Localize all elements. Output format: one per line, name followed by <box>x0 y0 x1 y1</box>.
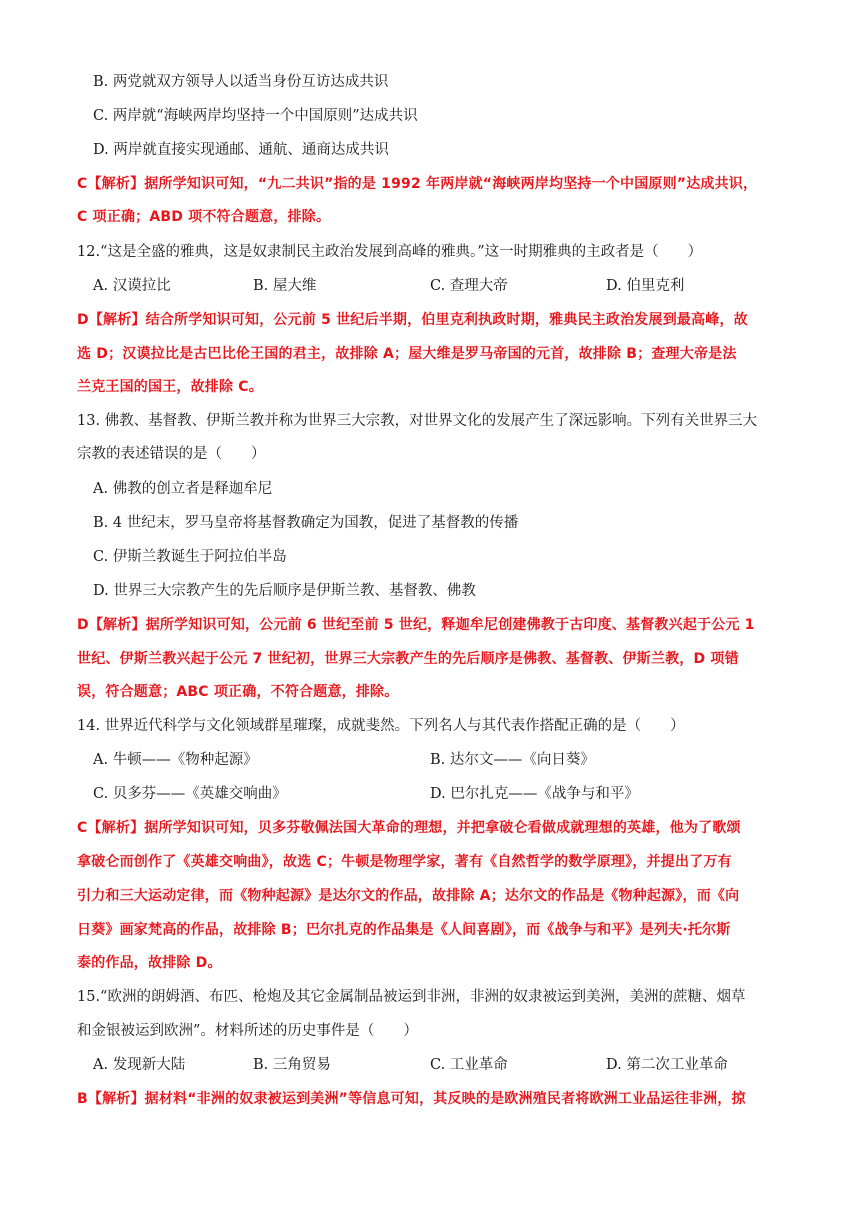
q13-option-b: B. 4 世纪末，罗马皇帝将基督教确定为国教，促进了基督教的传播 <box>93 515 519 531</box>
q15-option-d: D. 第二次工业革命 <box>606 1057 728 1073</box>
q13-answer-line-1: D【解析】据所学知识可知，公元前 6 世纪至前 5 世纪，释迦牟尼创建佛教于古印度、基督教兴起于公元 1 <box>77 617 755 633</box>
q15-stem-line-2: 和金银被运到欧洲”。材料所述的历史事件是（ ） <box>77 1023 418 1039</box>
q14-option-a: A. 牛顿——《物种起源》 <box>93 752 258 768</box>
q14-option-c: C. 贝多芬——《英雄交响曲》 <box>93 786 287 802</box>
q14-answer-line-5: 泰的作品，故排除 D。 <box>77 955 222 971</box>
q13-stem-line-1: 13. 佛教、基督教、伊斯兰教并称为世界三大宗教，对世界文化的发展产生了深远影响。下列有关世界三大 <box>77 413 758 429</box>
q12-option-a: A. 汉谟拉比 <box>93 278 171 294</box>
q13-answer-line-2: 世纪、伊斯兰教兴起于公元 7 世纪初，世界三大宗教产生的先后顺序是佛教、基督教、伊斯兰教，D 项错 <box>77 651 739 667</box>
q15-option-c: C. 工业革命 <box>430 1057 508 1073</box>
q12-answer-line-2: 选 D；汉谟拉比是古巴比伦王国的君主，故排除 A；屋大维是罗马帝国的元首，故排除 B；查理大帝是法 <box>77 346 737 362</box>
q11-option-c: C. 两岸就“海峡两岸均坚持一个中国原则”达成共识 <box>93 108 418 124</box>
q14-stem: 14. 世界近代科学与文化领域群星璀璨，成就斐然。下列名人与其代表作搭配正确的是（ ） <box>77 718 685 734</box>
q13-answer-line-3: 误，符合题意；ABC 项正确，不符合题意，排除。 <box>77 684 399 700</box>
q14-answer-line-3: 引力和三大运动定律，而《物种起源》是达尔文的作品，故排除 A；达尔文的作品是《物种起源》，而《向 <box>77 888 740 904</box>
q14-options-row-2 <box>0 784 860 804</box>
q11-option-b: B. 两党就双方领导人以适当身份互访达成共识 <box>93 74 389 90</box>
q12-answer-line-1: D【解析】结合所学知识可知，公元前 5 世纪后半期，伯里克利执政时期，雅典民主政治发展到最高峰，故 <box>77 312 748 328</box>
q14-option-b: B. 达尔文——《向日葵》 <box>430 752 595 768</box>
q12-answer-line-3: 兰克王国的国王，故排除 C。 <box>77 379 263 395</box>
q14-answer-line-1: C【解析】据所学知识可知，贝多芬敬佩法国大革命的理想，并把拿破仑看做成就理想的英雄，他为了歌颂 <box>77 820 741 836</box>
q12-option-c: C. 查理大帝 <box>430 278 508 294</box>
q14-options-row-1 <box>0 750 860 770</box>
q15-option-a: A. 发现新大陆 <box>93 1057 186 1073</box>
q11-option-d: D. 两岸就直接实现通邮、通航、通商达成共识 <box>93 142 389 158</box>
q12-options <box>0 276 860 296</box>
q15-options <box>0 1055 860 1075</box>
q15-stem-line-1: 15.“欧洲的朗姆酒、布匹、枪炮及其它金属制品被运到非洲，非洲的奴隶被运到美洲，美洲的蔗糖、烟草 <box>77 989 746 1005</box>
q11-answer-line-1: C【解析】据所学知识可知，“九二共识”指的是 1992 年两岸就“海峡两岸均坚持一个中国原则”达成共识， <box>77 176 758 192</box>
q14-option-d: D. 巴尔扎克——《战争与和平》 <box>430 786 639 802</box>
q12-option-d: D. 伯里克利 <box>606 278 685 294</box>
q11-answer-line-2: C 项正确；ABD 项不符合题意，排除。 <box>77 209 331 225</box>
q12-option-b: B. 屋大维 <box>253 278 317 294</box>
q12-stem: 12.“这是全盛的雅典，这是奴隶制民主政治发展到高峰的雅典。”这一时期雅典的主政者是（ ） <box>77 244 703 260</box>
q13-option-d: D. 世界三大宗教产生的先后顺序是伊斯兰教、基督教、佛教 <box>93 583 476 599</box>
q14-answer-line-2: 拿破仑而创作了《英雄交响曲》，故选 C；牛顿是物理学家，著有《自然哲学的数学原理》，并提出了万有 <box>77 854 732 870</box>
q14-answer-line-4: 日葵》画家梵高的作品，故排除 B；巴尔扎克的作品集是《人间喜剧》，而《战争与和平》是列夫·托尔斯 <box>77 922 731 938</box>
q13-option-a: A. 佛教的创立者是释迦牟尼 <box>93 481 273 497</box>
q15-option-b: B. 三角贸易 <box>253 1057 331 1073</box>
q13-option-c: C. 伊斯兰教诞生于阿拉伯半岛 <box>93 549 287 565</box>
q13-stem-line-2: 宗教的表述错误的是（ ） <box>77 446 266 462</box>
q15-answer-line-1: B【解析】据材料“非洲的奴隶被运到美洲”等信息可知，其反映的是欧洲殖民者将欧洲工业品运往非洲，掠 <box>77 1091 746 1107</box>
